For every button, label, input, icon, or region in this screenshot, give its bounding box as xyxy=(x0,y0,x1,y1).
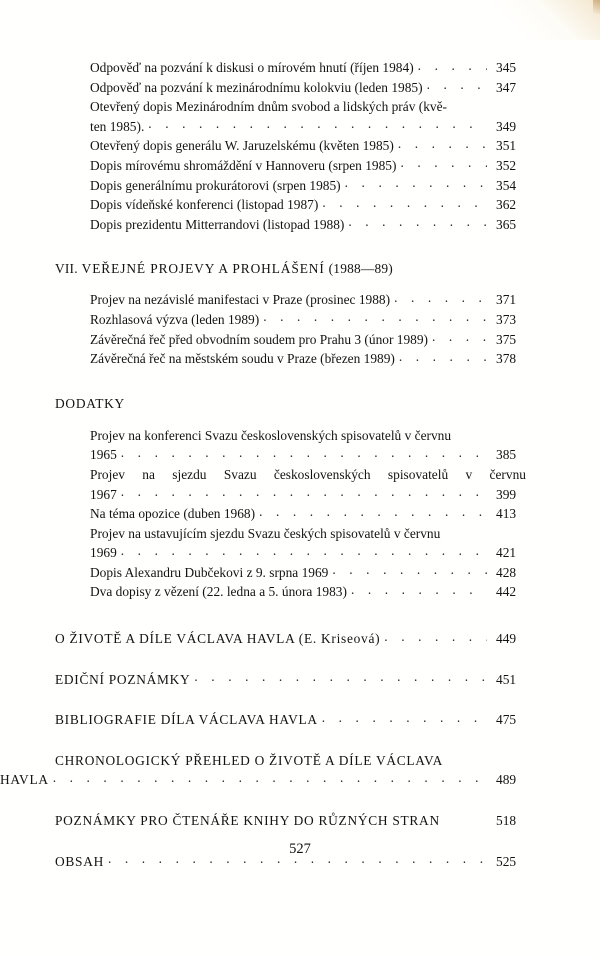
toc-entry-title-line2: 1967 xyxy=(90,486,117,502)
justified-word: v xyxy=(465,466,473,482)
section-title: VEŘEJNÉ PROJEVY A PROHLÁŠENÍ xyxy=(81,261,325,277)
toc-entry-backmatter[interactable] xyxy=(55,710,526,730)
toc-entry-title: Odpověď na pozvání k diskusi o mírovém hnutí (říjen 1984) xyxy=(90,60,414,75)
toc-entry-title: Rozhlasová výzva (leden 1989) xyxy=(90,311,260,327)
leader-dots xyxy=(394,288,487,308)
toc-entry[interactable] xyxy=(90,504,526,524)
toc-entry[interactable] xyxy=(90,349,526,369)
leader-dots xyxy=(263,307,487,327)
toc-entry-page: 518 xyxy=(496,813,517,829)
toc-entry-title-line2: HAVLA xyxy=(0,772,49,788)
toc-entry-page: 421 xyxy=(496,545,517,561)
leader-dots xyxy=(399,347,487,367)
justified-word: červnu xyxy=(489,466,526,482)
toc-entry-title: Dopis mírovému shromáždění v Hannoveru (srpen 1985) xyxy=(90,157,397,173)
toc-entry[interactable] xyxy=(90,524,526,563)
toc-entry-title-line1: Projev na ustavujícím sjezdu Svazu českých spisovatelů v červnu xyxy=(90,525,441,541)
toc-entry-page: 413 xyxy=(496,506,517,522)
justified-word: Projev xyxy=(90,466,125,482)
toc-entry-title: Dva dopisy z vězení (22. ledna a 5. února 1983) xyxy=(90,584,347,600)
toc-entry-page: 428 xyxy=(496,564,517,580)
section-heading-dodatky: DODATKY xyxy=(55,395,125,411)
toc-entry-page: 475 xyxy=(496,712,517,728)
toc-entry-page: 354 xyxy=(496,177,517,193)
toc-entry[interactable] xyxy=(90,582,526,602)
toc-entry-title-line1: CHRONOLOGICKÝ PŘEHLED O ŽIVOTĚ A DÍLE VÁCLAVA xyxy=(55,752,443,768)
toc-entry-page: 451 xyxy=(496,671,517,687)
toc-entry-title-line2: 1965 xyxy=(90,447,117,463)
leader-dots xyxy=(332,560,487,580)
justified-word: sjezdu xyxy=(172,466,207,482)
justified-word: spisovatelů xyxy=(387,466,449,482)
section-vii-entries xyxy=(90,290,526,368)
section-numeral: VII. xyxy=(55,261,78,277)
toc-entry-title: Dopis generálnímu prokurátorovi (srpen 1985) xyxy=(90,177,341,193)
toc-entry-page: 399 xyxy=(496,486,517,502)
toc-entry-page: 373 xyxy=(496,311,517,327)
toc-entry-page: 489 xyxy=(496,772,517,788)
continued-entries-group xyxy=(90,58,526,234)
toc-entry-page: 352 xyxy=(496,157,517,173)
section-years: (1988—89) xyxy=(328,261,393,277)
leader-dots xyxy=(345,173,487,193)
toc-entry-title: Otevřený dopis generálu W. Jaruzelskému (květen 1985) xyxy=(90,138,394,154)
leader-dots xyxy=(121,443,487,463)
justified-word: na xyxy=(142,466,155,482)
leader-dots xyxy=(148,114,487,134)
toc-entry-page: 371 xyxy=(496,292,517,308)
toc-entry[interactable] xyxy=(90,215,526,235)
leader-dots xyxy=(121,541,487,561)
leader-dots xyxy=(53,768,487,788)
toc-entry-title: Projev na nezávislé manifestaci v Praze (prosinec 1988) xyxy=(90,292,391,308)
justified-word: Svazu xyxy=(223,466,257,482)
leader-dots xyxy=(398,134,487,154)
toc-entry-title-line2: ten 1985). xyxy=(90,118,145,134)
toc-entry[interactable] xyxy=(90,426,526,465)
toc-entry-title: Závěrečná řeč na městském soudu v Praze (březen 1989) xyxy=(90,351,395,367)
toc-entry-page: 365 xyxy=(496,216,517,232)
toc-entry-title: Dopis vídeňské konferenci (listopad 1987) xyxy=(90,197,319,213)
toc-entry-title: Dopis prezidentu Mitterrandovi (listopad 1988) xyxy=(90,216,345,232)
toc-entry-title: Odpověď na pozvání k mezinárodnímu kolokviu (leden 1985) xyxy=(90,79,423,95)
toc-entry-page: 449 xyxy=(496,631,517,647)
toc-entry-title: EDIČNÍ POZNÁMKY xyxy=(55,671,191,687)
leader-dots xyxy=(121,482,487,502)
toc-entry-title-line1: Otevřený dopis Mezinárodním dnům svobod a lidských práv (kvě- xyxy=(90,99,448,115)
toc-entry[interactable] xyxy=(90,465,526,504)
toc-entry-title: Dopis Alexandru Dubčekovi z 9. srpna 1969 xyxy=(90,564,329,580)
dodatky-entries xyxy=(90,426,526,602)
leader-dots xyxy=(351,580,487,600)
toc-entry-title-line1: Projev na konferenci Svazu československých spisovatelů v červnu xyxy=(90,427,452,443)
leader-dots xyxy=(384,627,487,647)
toc-entry-title: Závěrečná řeč před obvodním soudem pro Prahu 3 (únor 1989) xyxy=(90,331,429,347)
toc-entry-title: BIBLIOGRAFIE DÍLA VÁCLAVA HAVLA xyxy=(55,712,318,728)
leader-dots xyxy=(322,193,487,213)
toc-entry-title: OBSAH xyxy=(55,853,104,869)
toc-entry[interactable] xyxy=(90,97,526,136)
justified-word: československých xyxy=(273,466,371,482)
toc-entry-page: 385 xyxy=(496,447,517,463)
toc-entry-title-line2: 1969 xyxy=(90,545,117,561)
leader-dots xyxy=(432,327,487,347)
section-heading-vii xyxy=(55,261,600,277)
toc-entry-title: O ŽIVOTĚ A DÍLE VÁCLAVA HAVLA (E. Kriseová) xyxy=(55,631,381,647)
toc-entry-page: 362 xyxy=(496,197,517,213)
toc-entry-page: 351 xyxy=(496,138,517,154)
toc-entry-page: 442 xyxy=(496,584,517,600)
toc-entry-page: 378 xyxy=(496,351,517,367)
toc-entry-title: Na téma opozice (duben 1968) xyxy=(90,506,256,522)
leader-dots xyxy=(194,667,487,687)
toc-entry-backmatter[interactable] xyxy=(55,811,526,831)
toc-entry-title: POZNÁMKY PRO ČTENÁŘE KNIHY DO RŮZNÝCH STRAN xyxy=(55,813,440,829)
toc-entry-backmatter[interactable] xyxy=(55,629,526,649)
leader-dots xyxy=(418,56,487,76)
page-folio: 527 xyxy=(289,841,311,857)
leader-dots xyxy=(400,153,487,173)
toc-entry-backmatter[interactable] xyxy=(0,751,600,790)
leader-dots xyxy=(322,708,487,728)
leader-dots xyxy=(427,75,487,95)
toc-entry-page: 525 xyxy=(496,853,517,869)
leader-dots xyxy=(348,212,487,232)
toc-entry-backmatter[interactable] xyxy=(55,670,526,690)
toc-entry-page: 349 xyxy=(496,118,517,134)
toc-entry-page: 375 xyxy=(496,331,517,347)
toc-entry-page: 345 xyxy=(496,60,517,75)
toc-entry-page: 347 xyxy=(496,79,517,95)
leader-dots xyxy=(259,502,487,522)
toc-entry[interactable] xyxy=(90,78,526,98)
